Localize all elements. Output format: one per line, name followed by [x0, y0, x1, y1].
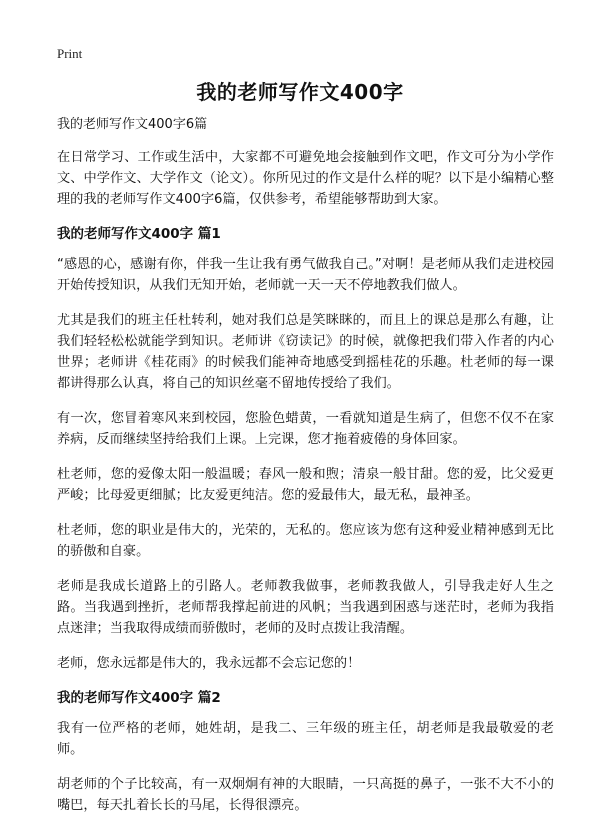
paragraph: 杜老师，您的爱像太阳一般温暖；春风一般和煦；清泉一般甘甜。您的爱，比父爱更严峻；比母爱更细腻；比友爱更纯洁。您的爱最伟大，最无私，最神圣。 — [57, 467, 554, 503]
paragraph: 老师是我成长道路上的引路人。老师教我做事，老师教我做人，引导我走好人生之路。当我遇到挫折，老师帮我撑起前进的风帆；当我遇到困惑与迷茫时，老师为我指点迷津；当我取得成绩而骄傲时，老师的及时点拨让我清醒。 — [57, 579, 554, 636]
paragraph: 胡老师的个子比较高，有一双炯炯有神的大眼睛，一只高挺的鼻子，一张不大不小的嘴巴，每天扎着长长的马尾，长得很漂亮。 — [57, 777, 554, 813]
page-title: 我的老师写作文400字 — [196, 80, 404, 104]
article-subtitle: 我的老师写作文400字6篇 — [57, 117, 208, 132]
article-body — [57, 116, 554, 830]
paragraph: 尤其是我们的班主任杜转利，她对我们总是笑眯眯的，而且上的课总是那么有趣，让我们轻轻松松就能学到知识。老师讲《窃读记》的时候，就像把我们带入作者的内心世界；老师讲《桂花雨》的时候我们能神奇地感受到摇桂花的乐趣。杜老师的每一课都讲得那么认真，将自己的知识丝毫不留地传授给了我们。 — [57, 313, 554, 391]
intro-paragraph: 在日常学习、工作或生活中，大家都不可避免地会接触到作文吧，作文可分为小学作文、中学作文、大学作文（论文）。你所见过的作文是什么样的呢？以下是小编精心整理的我的老师写作文400字6篇，仅供参考，希望能够帮助到大家。 — [57, 150, 554, 207]
section-heading: 我的老师写作文400字 篇2 — [57, 690, 221, 706]
paragraph: “感恩的心，感谢有你，伴我一生让我有勇气做我自己。”对啊！是老师从我们走进校园开始传授知识，从我们无知开始，老师就一天一天不停地教我们做人。 — [57, 257, 554, 293]
paragraph: 我有一位严格的老师，她姓胡，是我二、三年级的班主任，胡老师是我最敬爱的老师。 — [57, 721, 554, 757]
print-link[interactable]: Print — [57, 46, 83, 61]
paragraph: 有一次，您冒着寒风来到校园，您脸色蜡黄，一看就知道是生病了，但您不仅不在家养病，反而继续坚持给我们上课。上完课，您才拖着疲倦的身体回家。 — [57, 411, 554, 447]
paragraph: 杜老师，您的职业是伟大的，光荣的，无私的。您应该为您有这种爱业精神感到无比的骄傲和自豪。 — [57, 523, 554, 559]
section-heading: 我的老师写作文400字 篇1 — [57, 226, 221, 242]
paragraph: 老师，您永远都是伟大的，我永远都不会忘记您的！ — [57, 656, 361, 671]
